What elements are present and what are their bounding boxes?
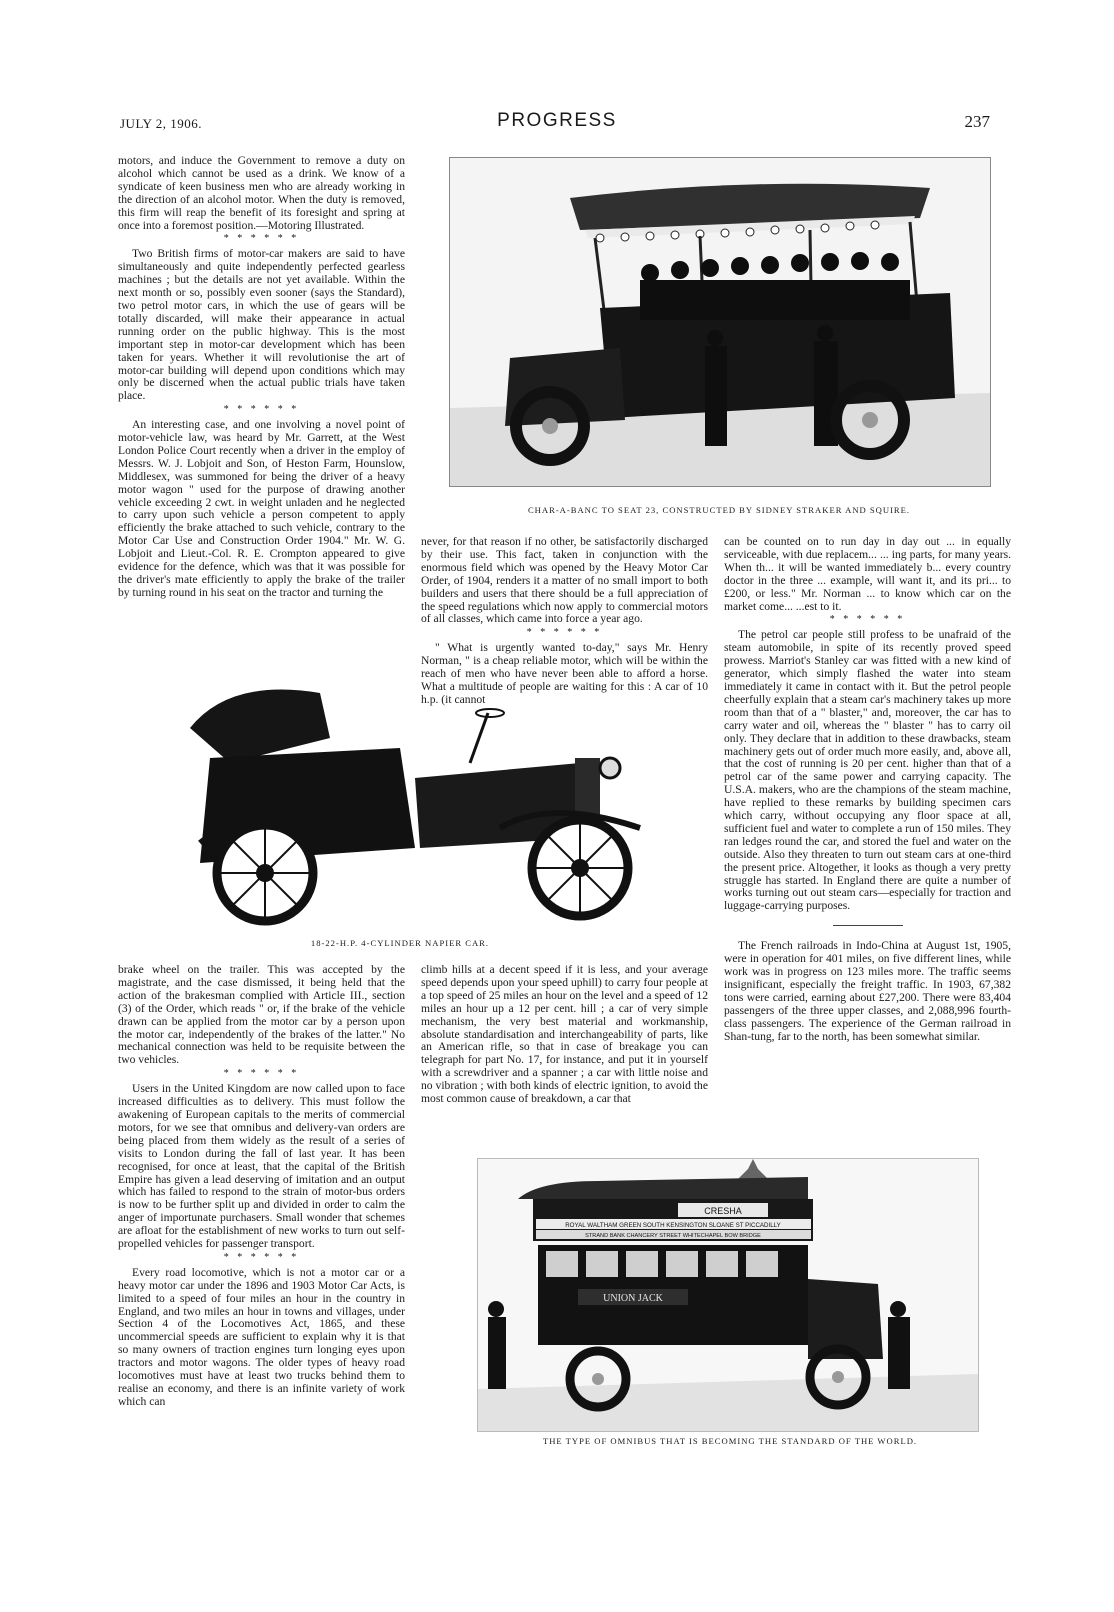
napier-car-illustration [170, 668, 670, 930]
article-paragraph: Two British firms of motor-car makers are said to have simultaneously and quite independently perfected gearless machines ; but the details are not yet available. Within the next month or so, possibly even sooner (says the Standard), two petrol motor cars, in which the use of gears will be totally discarded, will make their appearance in actual running order on the public highway. This is the most important step in motor-car development which has been taken for years. Whether it will revolutionise the art of motor-car building will depend upon conditions which may only be discerned when the actual public trials have taken place. [118, 247, 405, 403]
napier-caption: 18-22-H.P. 4-CYLINDER NAPIER CAR. [310, 938, 490, 948]
charabanc-photo [449, 157, 991, 487]
article-paragraph: brake wheel on the trailer. This was accepted by the magistrate, and the case dismissed, it being held that the action of the brakesman complied with Article III., section (3) of the Order, which reads " or, if the brake of the vehicle drawn can be applied from the motor car by a person upon the motor car, independently of the brakes of the latter." No mechanical connection was held to be requisite between the two vehicles. [118, 963, 405, 1067]
article-paragraph: An interesting case, and one involving a novel point of motor-vehicle law, was heard by Mr. Garrett, at the West London Police Court recently when a driver in the employ of Messrs. W. J. Lobjoit and Son, of Heston Farm, Hounslow, Middlesex, was summoned for being the driver of a heavy motor wagon " used for the purpose of drawing another vehicle exceeding 2 cwt. in weight unladen and he neglected to carry upon such vehicle a person competent to apply efficiently the brake attached to such vehicle, contrary to the Motor Car Use and Construction Order 1904." Mr. W. G. Lobjoit and Lieut.-Col. R. E. Crompton appeared to give evidence for the defence, which was that it was possible for the driver's mate efficiently to apply the brake of the trailer by turning round in his seat on the tractor and turning the [118, 418, 405, 599]
issue-date: JULY 2, 1906. [120, 116, 202, 131]
column-2-bottom [421, 964, 708, 1106]
magazine-title: PROGRESS [497, 110, 617, 131]
omnibus-caption: THE TYPE OF OMNIBUS THAT IS BECOMING THE STANDARD OF THE WORLD. [542, 1436, 918, 1446]
section-rule [833, 925, 903, 926]
page-number: 237 [964, 112, 990, 131]
omnibus-top-sign: CRESHA [704, 1206, 742, 1216]
article-paragraph: Users in the United Kingdom are now called upon to face increased difficulties as to delivery. This must follow the awakening of European capitals to the merits of commercial motors, for we see that omnibus and delivery-van orders are being placed from them widely as the result of a series of visits to London during the fall of last year. It has been recognised, for once at least, that the capital of the British Empire has given a lead deserving of imitation and an output which has failed to respond to the strain of motor-bus orders is now to be further split up and divided in order to calm the anger of importunate purchasers. Small wonder that schemes are afloat for the establishment of new works to turn out self-propelled vehicles for passenger transport. [118, 1082, 405, 1251]
omnibus-side-sign: UNION JACK [603, 1293, 663, 1304]
column-2-top [421, 536, 708, 707]
article-paragraph: never, for that reason if no other, be satisfactorily discharged by their use. This fact, taken in conjunction with the enormous field which was opened by the Heavy Motor Car Order, of 1904, renders it a matter of no small import to both builders and users that there should be a full appreciation of the speed regulations which now apply to commercial motors of all classes, which came into force a year ago. [421, 535, 708, 626]
column-1-top [118, 155, 405, 600]
article-paragraph: Every road locomotive, which is not a motor car or a heavy motor car under the 1896 and 1903 Motor Car Acts, is limited to a speed of four miles an hour in the country in England, and two miles an hour in towns and villages, under Section 4 of the Locomotives Act, 1865, and these uncommercial speeds are sufficient to explain why it is that so many owners of traction engines turn longing eyes upon tractors and motor wagons. The older types of heavy road locomotives must have at least two trucks behind them to realise an economy, and there is an infinite variety of work which can [118, 1265, 405, 1408]
article-paragraph: motors, and induce the Government to remove a duty on alcohol which cannot be used as a drink. We know of a syndicate of keen business men who are already working in the direction of an alcohol motor. When the duty is removed, this firm will reap the benefit of its foresight and spring at once into a foremost position.—Motoring Illustrated. [118, 154, 405, 232]
omnibus-photo [477, 1158, 979, 1432]
section-separator: * * * * * * [223, 404, 300, 416]
charabanc-caption: CHAR-A-BANC TO SEAT 23, CONSTRUCTED BY SIDNEY STRAKER AND SQUIRE. [527, 505, 911, 515]
omnibus-route-sign-2: STRAND BANK CHANCERY STREET WHITECHAPEL BOW BRIDGE [585, 1233, 761, 1239]
section-separator: * * * * * * [526, 627, 603, 639]
section-separator: * * * * * * [223, 233, 300, 245]
section-separator: * * * * * * [829, 614, 906, 626]
article-paragraph: The French railroads in Indo-China at August 1st, 1905, were in operation for 401 miles, on five different lines, while work was in progress on 123 miles more. The traffic seems insignificant, especially the freight traffic. In 1903, 67,382 tons were carried, earning about £27,200. There were 83,404 passengers of the three upper classes, and 2,088,996 fourth-class passengers. The experience of the German railroad in Shan-tung, far to the north, has been somewhat similar. [724, 939, 1011, 1043]
article-paragraph: " What is urgently wanted to-day," says Mr. Henry Norman, " is a cheap reliable motor, which will be within the reach of men who have never been able to afford a horse. What a multitude of people are waiting for this : A car of 10 h.p. (it cannot [421, 641, 708, 706]
section-separator: * * * * * * [223, 1251, 300, 1263]
section-separator: * * * * * * [223, 1068, 300, 1080]
article-paragraph: The petrol car people still profess to be unafraid of the steam automobile, in spite of its recently proved speed prowess. Marriot's Stanley car was fitted with a new kind of generator, which simply flashed the water into steam immediately it came in contact with it. But the petrol people cheerfully explain that a steam car's machinery takes up more room than that of a " blaster," and, moreover, the car has to carry water and oil, whereas the " blaster " has to carry oil only. They declare that in addition to these drawbacks, steam machinery gets out of order much more easily, and, above all, that the cost of running is 20 per cent. higher than that of a petrol car of the same power and carrying capacity. The U.S.A. makers, who are the champions of the steam machine, have replied to these remarks by building specimen cars which carry, without occupying any floor space at all, sufficient fuel and water to complete a run of 150 miles. They ran ledges round the car, and stored the fuel and water on the outside. Also they threaten to turn out steam cars at one-third the present price. Altogether, it looks as though a very pretty struggle has started. In England there are quite a number of works turning out out steam cars—especially for traction and luggage-carrying purposes. [724, 628, 1011, 913]
page-header [0, 110, 1114, 134]
article-paragraph: can be counted on to run day in day out ... in equally serviceable, with due replacem... ... ing parts, for many years. When th... it will be wanted immediately b... every country doctor in the three ... example, will want it, and its pri... to £200, or less." Mr. Norman ... to know which car on the market come... ...est to it. [724, 535, 1011, 613]
article-paragraph: climb hills at a decent speed if it is less, and your average speed depends upon your speed uphill) to carry four people at a top speed of 25 miles an hour on the level and a speed of 12 miles an hour up a 12 per cent. hill ; a car of very simple mechanism, the very best material and workmanship, absolute standardisation and interchangeability of parts, like an American rifle, so that in case of breakage you can telegraph for part No. 17, for instance, and put it in yourself with a screwdriver and a spanner ; a car with little noise and no vibration ; with both kinds of electric ignition, to avoid the most common cause of breakdown, a car that [421, 963, 708, 1106]
column-1-bottom [118, 964, 405, 1409]
column-3-top [724, 536, 1011, 1044]
omnibus-route-sign-1: ROYAL WALTHAM GREEN SOUTH KENSINGTON SLOANE ST PICCADILLY [565, 1222, 781, 1229]
